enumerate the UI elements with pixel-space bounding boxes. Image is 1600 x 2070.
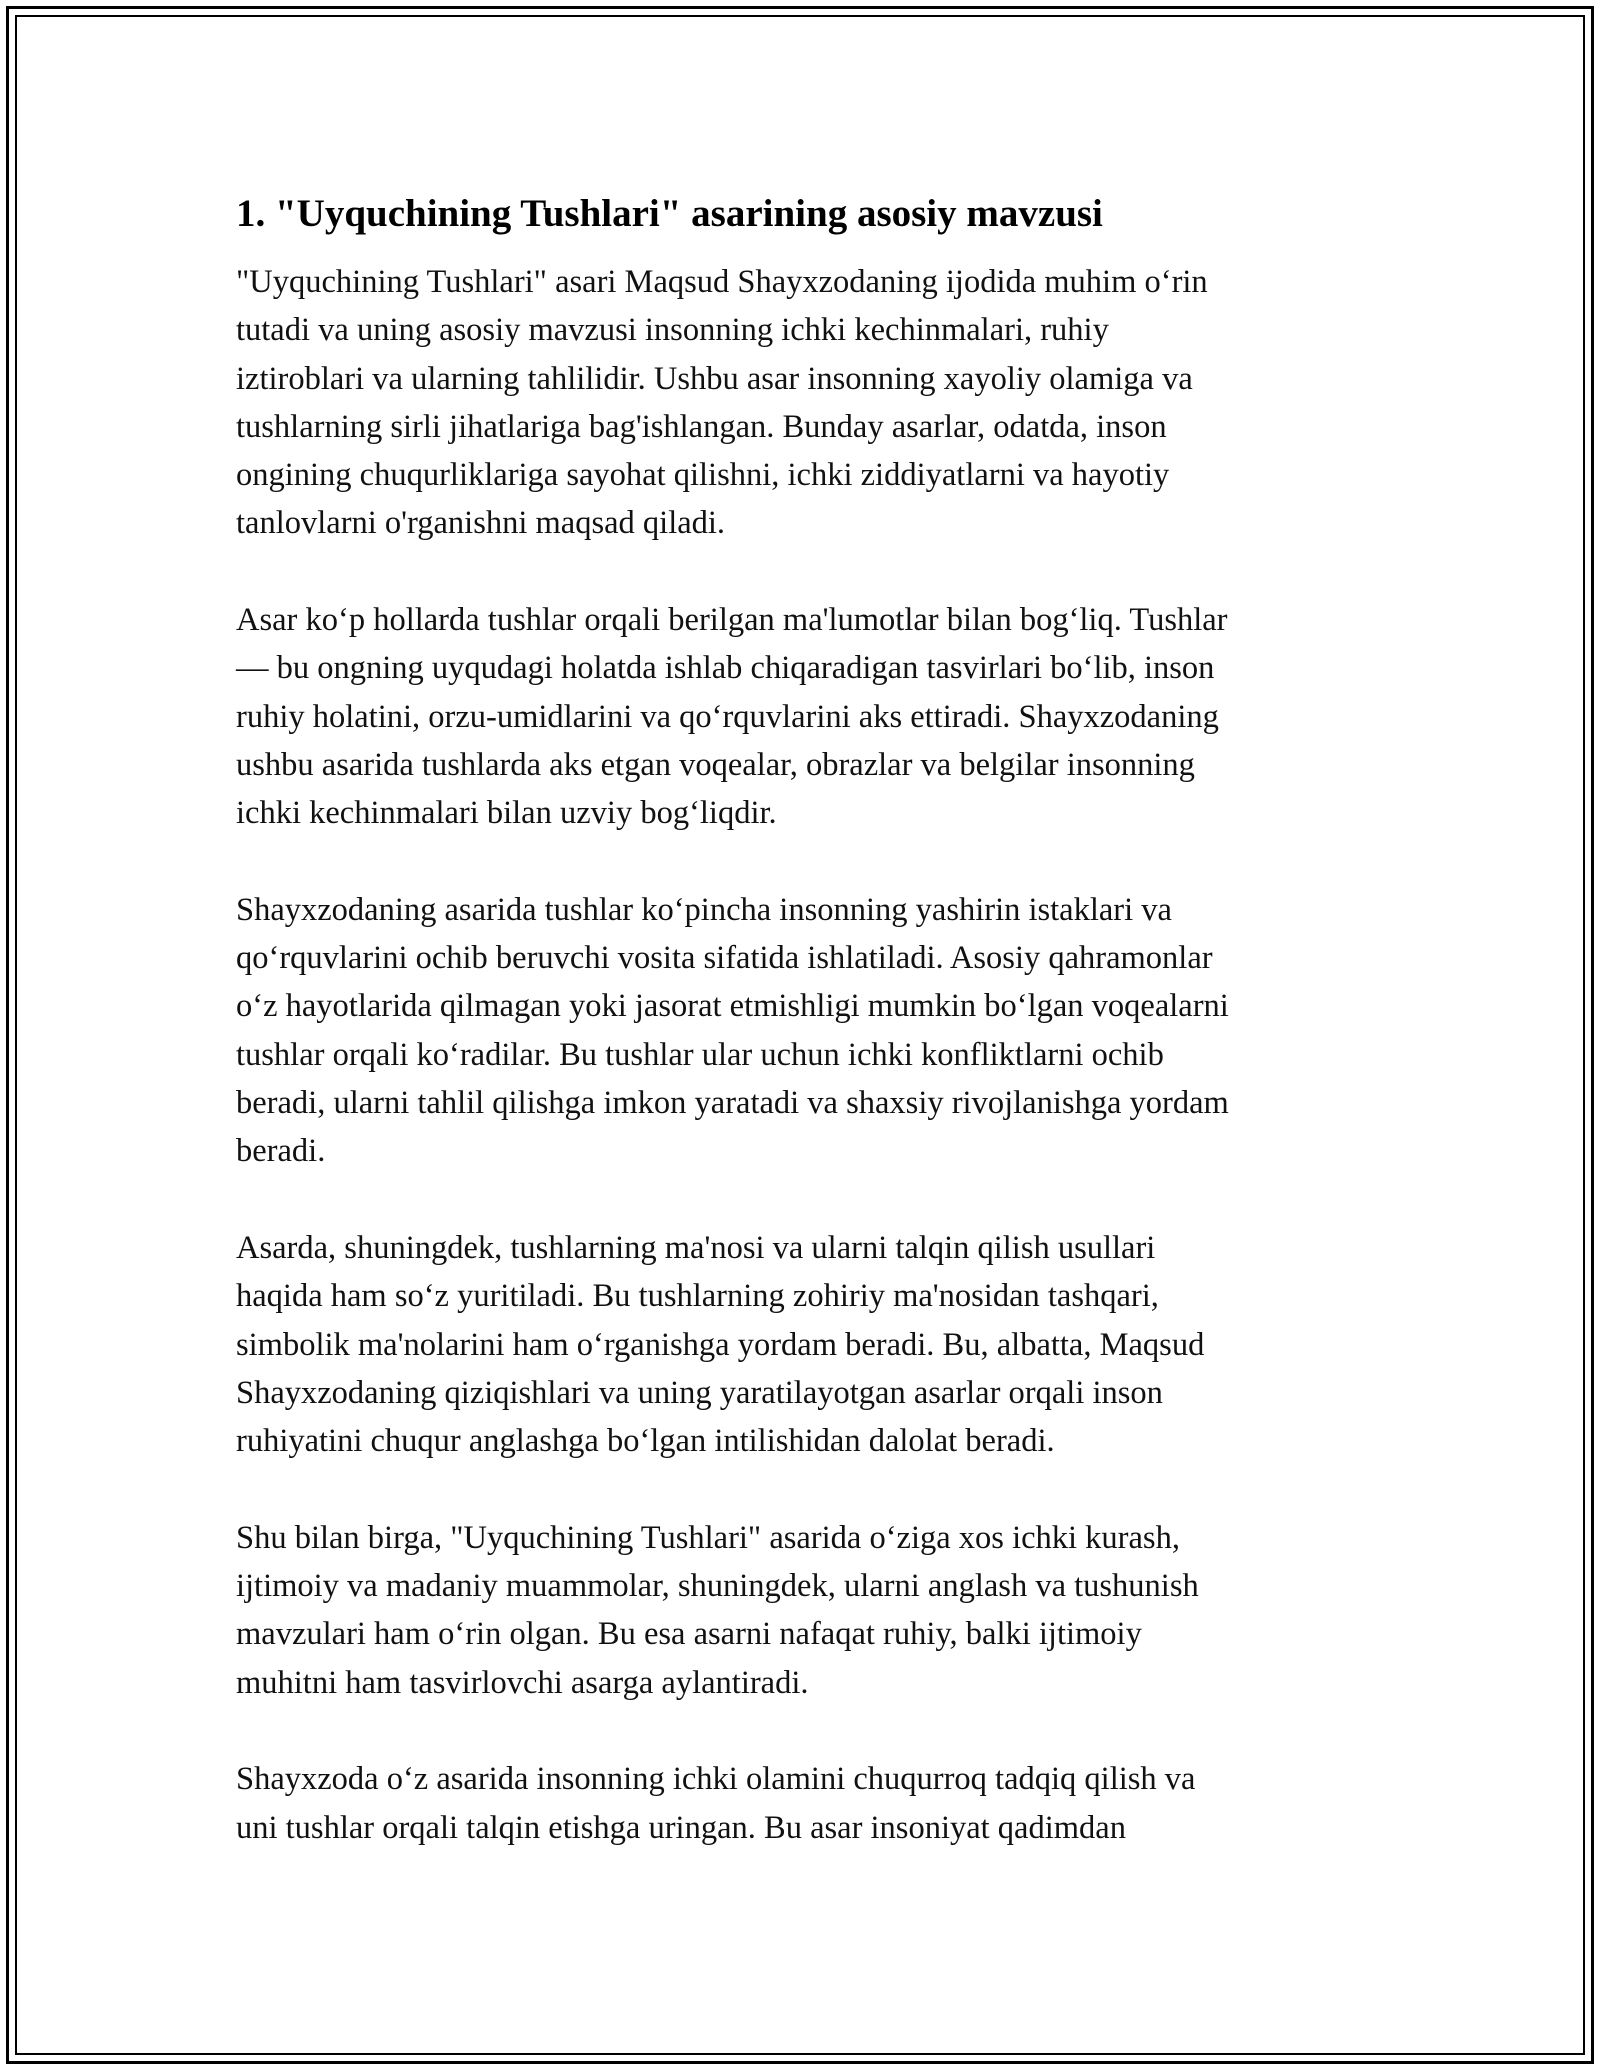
paragraph-4: Asarda, shuningdek, tushlarning ma'nosi va ularni talqin qilish usullari haqida ham so‘z yuritiladi. Bu tushlarning zohiriy ma'nosidan tashqari, simbolik ma'nolarini ham o‘rganishga yordam beradi. Bu, albatta, Maqsud Shayxzodaning qiziqishlari va uning yaratilayotgan asarlar orqali inson ruhiyatini chuqur anglashga bo‘lgan intilishidan dalolat beradi. bbox=[236, 1229, 1205, 1460]
paragraph-2: Asar ko‘p hollarda tushlar orqali berilgan ma'lumotlar bilan bog‘liq. Tushlar — bu ongning uyqudagi holatda ishlab chiqaradigan tasvirlari bo‘lib, inson ruhiy holatini, orzu-umidlarini va qo‘rquvlarini aks ettiradi. Shayxzodaning ushbu asarida tushlarda aks etgan voqealar, obrazlar va belgilar insonning ichki kechinmalari bilan uzviy bog‘liqdir. bbox=[236, 602, 1228, 832]
paragraph-6: Shayxzoda o‘z asarida insonning ichki olamini chuqurroq tadqiq qilish va uni tushlar orqali talqin etishga uringan. Bu asar insoniyat qadimdan bbox=[236, 1761, 1196, 1846]
document-body bbox=[236, 180, 1366, 1852]
section-heading: 1. "Uyquchining Tushlari" asarining asosiy mavzusi bbox=[236, 192, 1103, 235]
paragraph-5: Shu bilan birga, "Uyquchining Tushlari" asarida o‘ziga xos ichki kurash, ijtimoiy va madaniy muammolar, shuningdek, ularni anglash va tushunish mavzulari ham o‘rin olgan. Bu esa asarni nafaqat ruhiy, balki ijtimoiy muhitni ham tasvirlovchi asarga aylantiradi. bbox=[236, 1519, 1199, 1701]
paragraph-3: Shayxzodaning asarida tushlar ko‘pincha insonning yashirin istaklari va qo‘rquvlarini ochib beruvchi vosita sifatida ishlatiladi. Asosiy qahramonlar o‘z hayotlarida qilmagan yoki jasorat etmishligi mumkin bo‘lgan voqealarni tushlar orqali ko‘radilar. Bu tushlar ular uchun ichki konfliktlarni ochib beradi, ularni tahlil qilishga imkon yaratadi va shaxsiy rivojlanishga yordam beradi. bbox=[236, 891, 1229, 1170]
paragraph-1: "Uyquchining Tushlari" asari Maqsud Shayxzodaning ijodida muhim o‘rin tutadi va uning asosiy mavzusi insonning ichki kechinmalari, ruhiy iztiroblari va ularning tahlilidir. Ushbu asar insonning xayoliy olamiga va tushlarning sirli jihatlariga bag'ishlangan. Bunday asarlar, odatda, inson ongining chuqurliklariga sayohat qilishni, ichki ziddiyatlarni va hayotiy tanlovlarni o'rganishni maqsad qiladi. bbox=[236, 264, 1208, 542]
